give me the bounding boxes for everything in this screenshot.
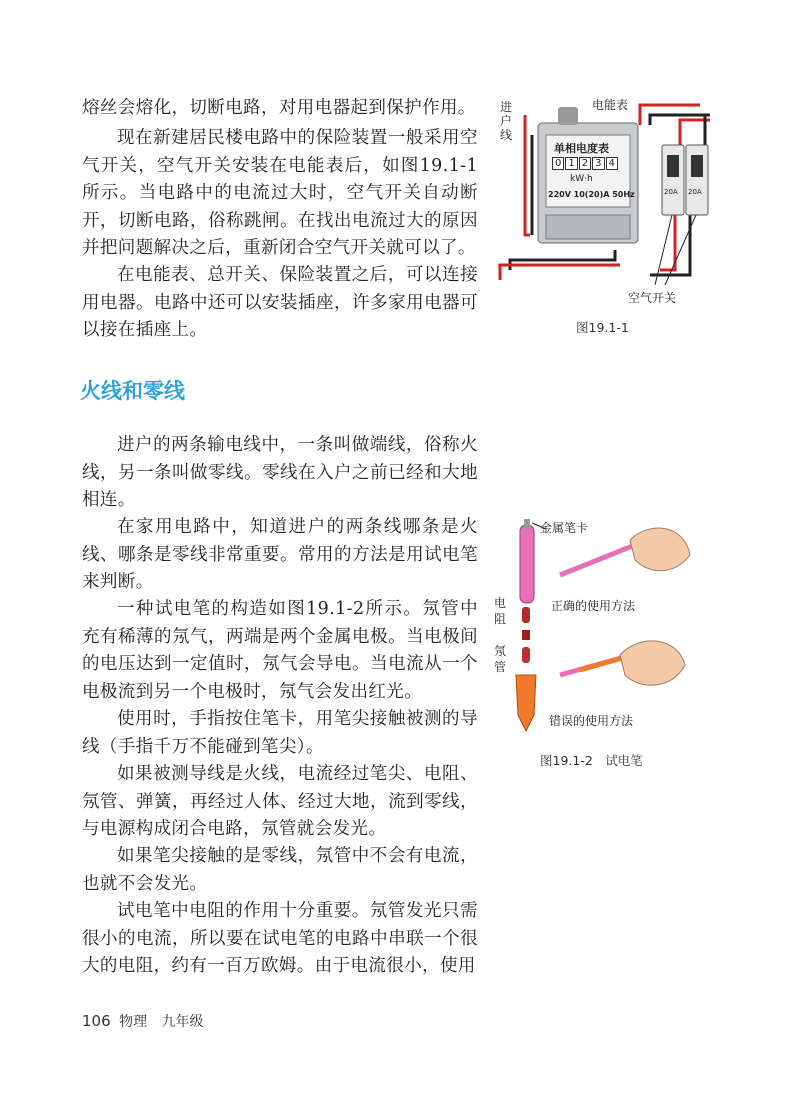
meter-rating: 220V 10(20)A 50Hz bbox=[548, 190, 635, 199]
paragraph-live-wire-case: 如果被测导线是火线，电流经过笔尖、电阻、氖管、弹簧，再经过人体、经过大地，流到零线，与电源构成闭合电路，氖管就会发光。 bbox=[82, 764, 478, 839]
paragraph-air-switch: 现在新建居民楼电路中的保险装置一般采用空气开关，空气开关安装在电能表后，如图19.1-1所示。当电路中的电流过大时，空气开关自动断开，切断电路，俗称跳闸。在找出电流过大的原因并把问题解决之后，重新闭合空气开关就可以了。 bbox=[82, 128, 478, 258]
breaker-rating-right: 20A bbox=[688, 188, 702, 196]
meter-breaker-diagram bbox=[490, 95, 730, 325]
label-neon-tube: 氖管 bbox=[494, 644, 507, 674]
paragraph-pen-structure: 一种试电笔的构造如图19.1-2所示。氖管中充有稀薄的氖气，两端是两个金属电极。当电极间的电压达到一定值时，氖气会导电。当电流从一个电极流到另一个电极时，氖气会发出红光。 bbox=[82, 599, 478, 702]
paragraph-neutral-wire-case: 如果笔尖接触的是零线，氖管中不会有电流，也就不会发光。 bbox=[82, 846, 478, 894]
page-footer bbox=[82, 1011, 204, 1031]
label-incoming-wire: 进户线 bbox=[500, 100, 513, 142]
meter-unit: kW·h bbox=[570, 174, 593, 184]
section-heading: 火线和零线 bbox=[80, 379, 185, 403]
footer-subject: 物理 bbox=[119, 1014, 148, 1030]
meter-digit: 3 bbox=[592, 157, 604, 170]
page-number: 106 bbox=[82, 1012, 111, 1030]
label-correct-use: 正确的使用方法 bbox=[551, 599, 636, 613]
label-air-switch: 空气开关 bbox=[628, 291, 677, 305]
label-meter: 电能表 bbox=[592, 98, 629, 112]
meter-digit: 1 bbox=[565, 157, 577, 170]
footer-grade: 九年级 bbox=[161, 1014, 204, 1030]
meter-title: 单相电度表 bbox=[554, 142, 609, 155]
figure-caption-19-1-1: 图19.1-1 bbox=[576, 320, 629, 335]
label-metal-clip: 金属笔卡 bbox=[540, 521, 589, 535]
paragraph-fuse-protection: 熔丝会熔化，切断电路，对用电器起到保护作用。 bbox=[82, 98, 476, 118]
label-wrong-use: 错误的使用方法 bbox=[549, 714, 634, 728]
meter-digits bbox=[552, 157, 618, 170]
paragraph-appliances: 在电能表、总开关、保险装置之后，可以连接用电器。电路中还可以安装插座，许多家用电器可以接在插座上。 bbox=[82, 265, 478, 340]
meter-digit: 2 bbox=[579, 157, 591, 170]
label-resistor: 电阻 bbox=[494, 596, 507, 626]
meter-digit: 0 bbox=[552, 157, 564, 170]
paragraph-usage: 使用时，手指按住笔卡，用笔尖接触被测的导线（手指千万不能碰到笔尖）。 bbox=[82, 709, 478, 757]
paragraph-live-neutral: 进户的两条输电线中，一条叫做端线，俗称火线，另一条叫做零线。零线在入户之前已经和大地相连。 bbox=[82, 435, 478, 510]
paragraph-identify-wires: 在家用电路中，知道进户的两条线哪条是火线、哪条是零线非常重要。常用的方法是用试电笔来判断。 bbox=[82, 517, 478, 592]
test-pen-diagram bbox=[500, 515, 700, 745]
breaker-rating-left: 20A bbox=[664, 188, 678, 196]
figure-caption-19-1-2: 图19.1-2 试电笔 bbox=[540, 753, 643, 768]
paragraph-resistor-role: 试电笔中电阻的作用十分重要。氖管发光只需很小的电流，所以要在试电笔的电路中串联一个很大的电阻，约有一百万欧姆。由于电流很小，使用 bbox=[82, 901, 478, 976]
meter-digit: 4 bbox=[606, 157, 618, 170]
